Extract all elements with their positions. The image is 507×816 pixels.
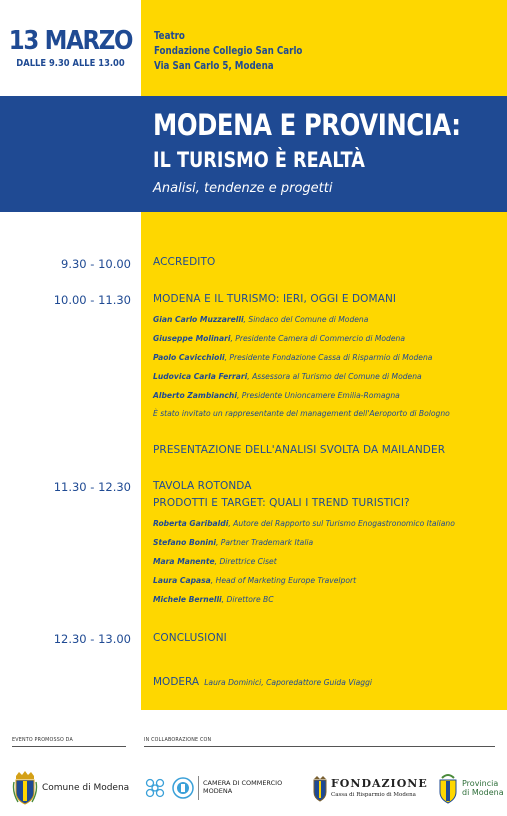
moderator: [153, 670, 372, 689]
provincia-line: di Modena: [462, 788, 504, 797]
footer-divider: [144, 746, 495, 747]
venue: [154, 28, 302, 73]
speaker: Gian Carlo Muzzarelli, Sindaco del Comune di Modena: [153, 315, 369, 324]
slot-subtitle: PRODOTTI E TARGET: QUALI I TREND TURISTICI?: [153, 497, 410, 509]
speaker: Ludovica Carla Ferrari, Assessora al Turismo del Comune di Modena: [153, 372, 422, 381]
camera-emblem-icon: [172, 777, 194, 799]
provincia-crest-icon: [437, 774, 459, 804]
venue-line: Fondazione Collegio San Carlo: [154, 44, 303, 57]
date-block: [0, 27, 141, 69]
collaboration-label: IN COLLABORAZIONE CON: [144, 738, 212, 743]
event-time: DALLE 9.30 ALLE 13.00: [16, 58, 125, 69]
main-subtitle: Analisi, tendenze e progetti: [153, 181, 333, 196]
slot-title: CONCLUSIONI: [153, 632, 227, 644]
speaker: Stefano Bonini, Partner Trademark Italia: [153, 538, 314, 547]
slot-time: 9.30 - 10.00: [61, 257, 131, 271]
provincia-logo-text: [462, 779, 504, 797]
fondazione-crest-icon: [312, 776, 328, 802]
comune-logo-text: Comune di Modena: [42, 783, 130, 793]
main-title: MODENA E PROVINCIA:: [153, 108, 461, 142]
main-title-line2: IL TURISMO È REALTÀ: [153, 148, 365, 172]
camera-line: CAMERA DI COMMERCIO: [203, 779, 283, 787]
speaker-note: È stato invitato un rappresentante del management dell'Aeroporto di Bologno: [153, 409, 450, 418]
presentation-title: PRESENTAZIONE DELL'ANALISI SVOLTA DA MAILANDER: [153, 444, 446, 456]
slot-title: TAVOLA ROTONDA: [153, 480, 252, 492]
event-date: 13 MARZO: [8, 26, 133, 56]
speaker: Laura Capasa, Head of Marketing Europe Travelport: [153, 576, 357, 585]
footer-divider: [12, 746, 126, 747]
speaker: Roberta Garibaldi, Autore del Rapporto sul Turismo Enogastronomico Italiano: [153, 519, 455, 528]
comune-crest-icon: [12, 770, 38, 806]
venue-line: Via San Carlo 5, Modena: [154, 59, 274, 72]
slot-time: 10.00 - 11.30: [53, 293, 131, 307]
fondazione-logo-title: FONDAZIONE: [331, 777, 428, 790]
slot-time: 12.30 - 13.00: [53, 632, 131, 646]
fondazione-logo-subtitle: Cassa di Risparmio di Modena: [331, 792, 416, 798]
slot-title: MODENA E IL TURISMO: IERI, OGGI E DOMANI: [153, 293, 397, 305]
slot-time: 11.30 - 12.30: [53, 480, 131, 494]
moderator-name: Laura Dominici, Caporedattore Guida Viaggi: [204, 678, 373, 687]
speaker: Alberto Zambianchi, Presidente Unioncamere Emilia-Romagna: [153, 391, 400, 400]
speaker: Giuseppe Molinari, Presidente Camera di Commercio di Modena: [153, 334, 406, 343]
camera-pattern-icon: [144, 777, 166, 799]
camera-line: MODENA: [203, 787, 233, 795]
venue-line: Teatro: [154, 29, 185, 42]
slot-title: ACCREDITO: [153, 256, 216, 268]
speaker: Mara Manente, Direttrice Ciset: [153, 557, 277, 566]
camera-divider: [198, 776, 199, 800]
speaker: Michele Bernelli, Direttore BC: [153, 595, 274, 604]
moderator-label: MODERA: [153, 676, 200, 688]
speaker: Paolo Cavicchioli, Presidente Fondazione Cassa di Risparmio di Modena: [153, 353, 433, 362]
promoted-by-label: EVENTO PROMOSSO DA: [12, 738, 73, 743]
camera-logo-text: [203, 779, 282, 795]
provincia-line: Provincia: [462, 779, 499, 788]
